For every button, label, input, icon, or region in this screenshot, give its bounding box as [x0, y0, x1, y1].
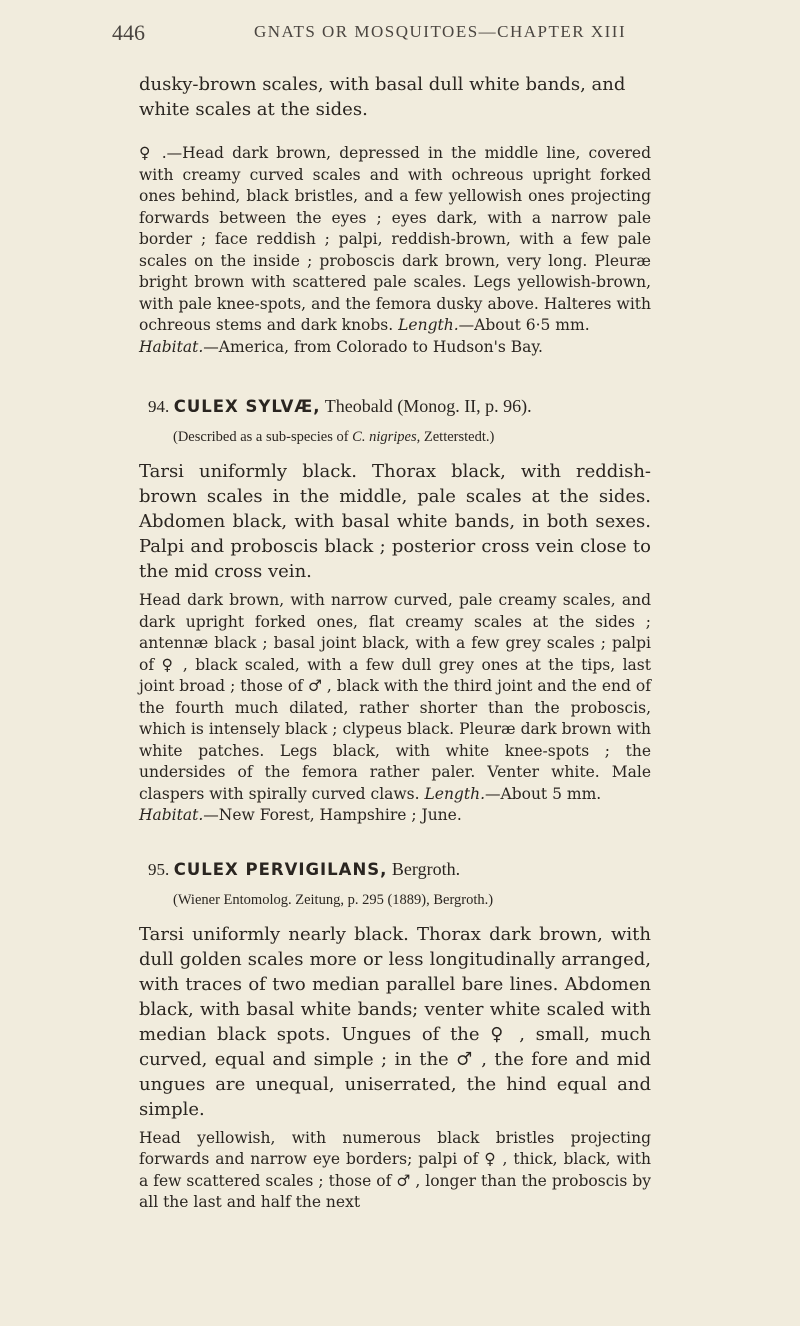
species-name: CULEX PERVIGILANS,	[173, 859, 388, 879]
running-head	[112, 20, 692, 50]
female-description	[139, 143, 651, 358]
species-94-heading	[148, 394, 651, 419]
page-number: 446	[112, 20, 145, 45]
habitat-value: —America, from Colorado to Hudson's Bay.	[203, 337, 543, 356]
species-95-heading	[148, 857, 651, 882]
citation-author: Zetterstedt.)	[423, 429, 495, 445]
species-95-citation: (Wiener Entomolog. Zeitung, p. 295 (1889), Bergroth.)	[173, 891, 494, 908]
species-94-citation	[173, 427, 651, 447]
species-95-diagnosis: Tarsi uniformly nearly black. Thorax dark brown, with dull golden scales more or less longitudinally arranged, with traces of two median parallel bare lines. Abdomen black, with basal white bands; venter white scaled with median black spots. Ungues of the ♀ , small, much curved, equal and simple ; in the ♂ , the fore and mid ungues are unequal, uniserrated, the hind equal and simple.	[139, 923, 651, 1120]
species-94-diagnosis: Tarsi uniformly black. Thorax black, with reddish-brown scales in the middle, pale scales at the sides. Abdomen black, with basal white bands, in both sexes. Palpi and proboscis black ; posterior cross vein close to the mid cross vein.	[139, 461, 651, 582]
habitat-value: —New Forest, Hampshire ; June.	[203, 806, 462, 824]
length-value: —About 5 mm.	[485, 784, 602, 803]
length-label: Length.	[424, 784, 485, 803]
female-description-text: ♀ .—Head dark brown, depressed in the middle line, covered with creamy curved scales and with ochreous upright forked ones behind, black bristles, and a few yellowish ones projecting forwards between the eyes ; eyes dark, with a narrow pale border ; face reddish ; palpi, reddish-brown, with a few pale scales on the inside ; proboscis dark brown, very long. Pleuræ bright brown with scattered pale scales. Legs yellowish-brown, with pale knee-spots, and the femora dusky above. Halteres with ochreous stems and dark knobs.	[139, 144, 651, 334]
length-value: —About 6·5 mm.	[458, 316, 590, 334]
chapter-title: GNATS OR MOSQUITOES—CHAPTER XIII	[254, 22, 627, 41]
citation-text: (Described as a sub-species of	[173, 429, 349, 445]
description-text: Head dark brown, with narrow curved, pale creamy scales, and dark upright forked ones, flat creamy scales at the sides ; antennæ black ; basal joint black, with a few grey scales ; palpi of ♀ , black scaled, with a few dull grey ones at the tips, last joint broad ; those of ♂ , black with the third joint and the end of the fourth much dilated, rather shorter than the proboscis, which is intensely black ; clypeus black. Pleuræ dark brown with white patches. Legs black, with white knee-spots ; the undersides of the femora rather paler. Venter white. Male claspers with spirally curved claws.	[139, 591, 651, 803]
body-column	[139, 143, 651, 1214]
species-95-description: Head yellowish, with numerous black bristles projecting forwards and narrow eye borders; palpi of ♀ , thick, black, with a few scattered scales ; those of ♂ , longer than the proboscis by all the last and half the next	[139, 1128, 651, 1211]
species-name: CULEX SYLVÆ,	[173, 397, 321, 416]
continued-paragraph: dusky-brown scales, with basal dull white bands, and white scales at the sides.	[139, 74, 626, 120]
species-94-description	[139, 590, 651, 827]
species-authority: Bergroth.	[391, 858, 461, 879]
habitat-label: Habitat.	[139, 806, 204, 824]
species-authority: Theobald (Monog. II, p. 96).	[324, 396, 532, 416]
species-number: 95.	[148, 859, 170, 879]
species-number: 94.	[148, 397, 170, 416]
length-label: Length.	[398, 316, 459, 334]
habitat-label: Habitat.	[139, 337, 204, 356]
citation-species: C. nigripes,	[352, 429, 421, 445]
